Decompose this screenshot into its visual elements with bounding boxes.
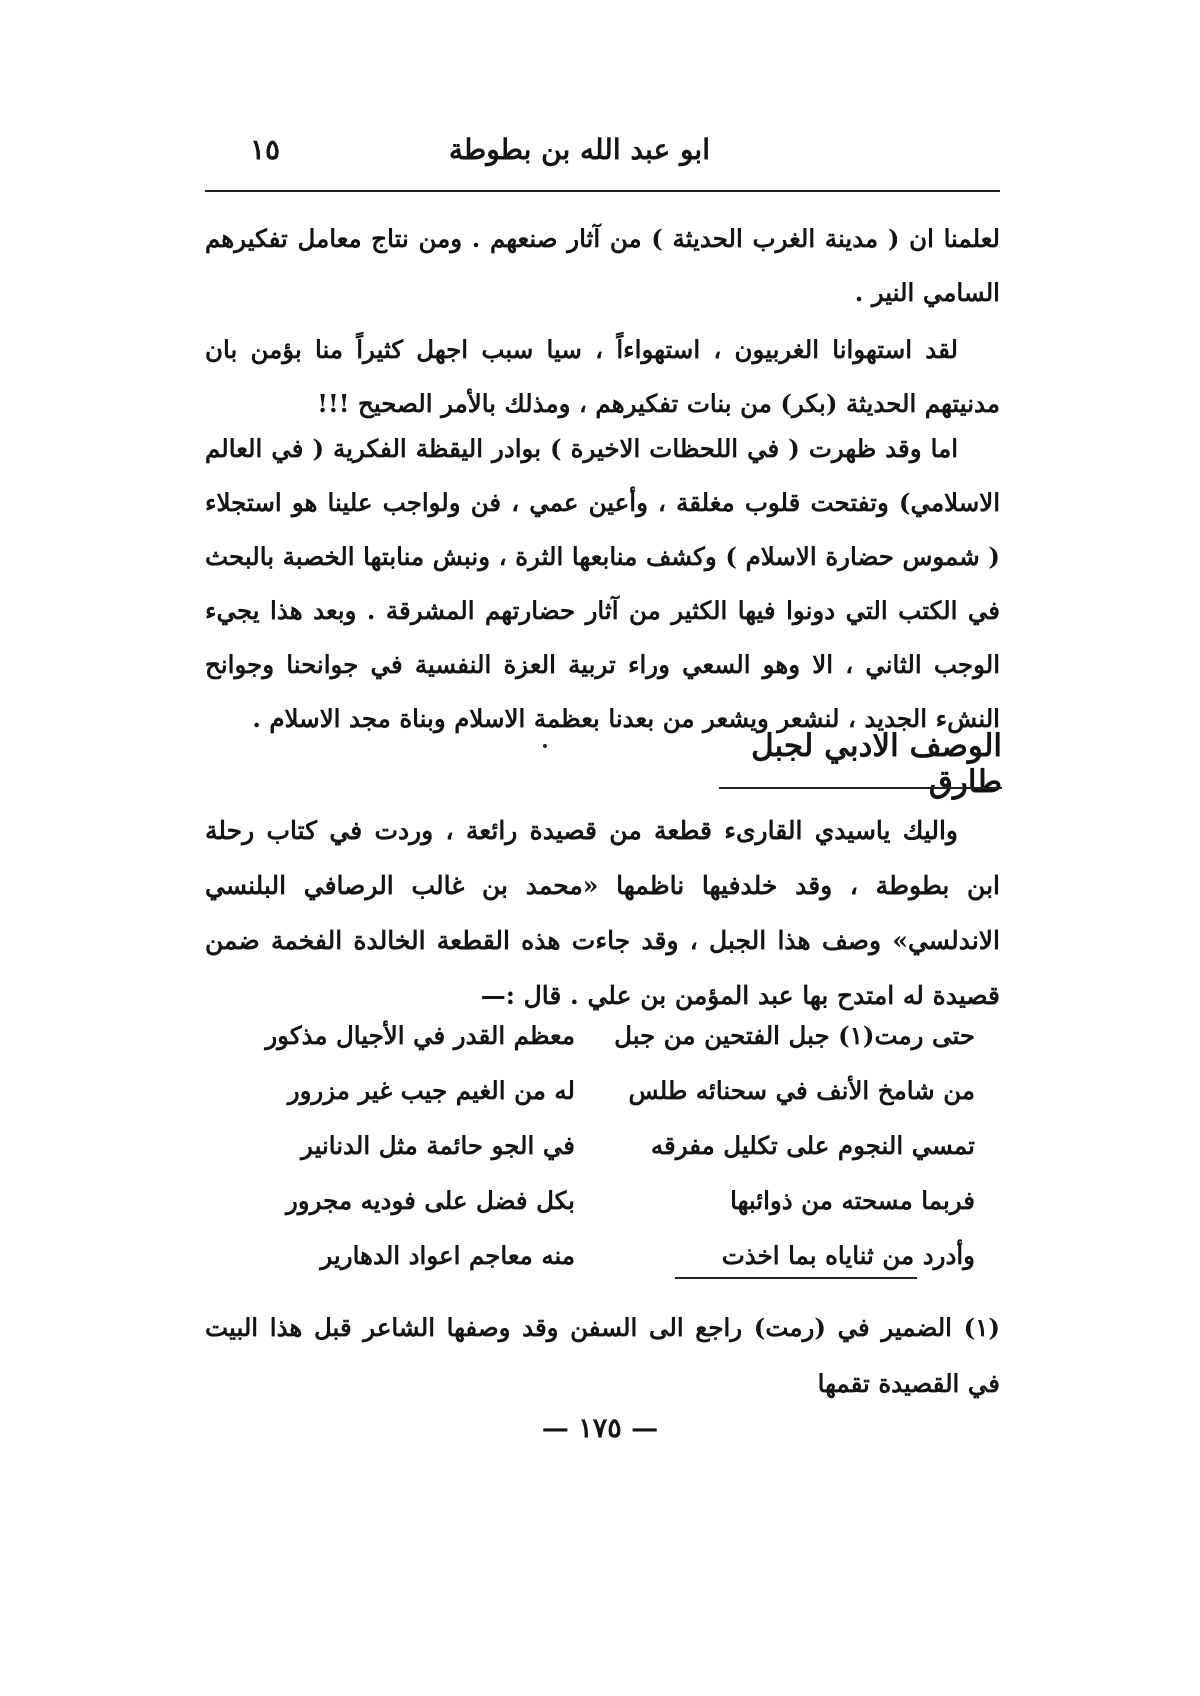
- verse-first-hemistich: حتى رمت(١) جبل الفتحين من جبل: [614, 1021, 975, 1050]
- paragraph-1: [205, 212, 1000, 320]
- poem-verse: [230, 1118, 975, 1173]
- paragraph-2: [205, 323, 1000, 431]
- poem-verse: [230, 1173, 975, 1228]
- verse-second-hemistich: معظم القدر في الأجيال مذكور: [265, 1021, 575, 1050]
- poem-intro: [205, 803, 1000, 1023]
- verse-first-hemistich: تمسي النجوم على تكليل مفرقه: [650, 1131, 975, 1160]
- running-head-title: ابو عبد الله بن بطوطة: [448, 133, 710, 166]
- paragraph-3: [205, 422, 1000, 746]
- poem-verse: [230, 1063, 975, 1118]
- header-rule: [205, 190, 1000, 192]
- verse-first-hemistich: من شامخ الأنف في سحنائه طلس: [628, 1076, 975, 1105]
- footnote-text: (١) الضمير في (رمت) راجع الى السفن وقد وصفها الشاعر قبل هذا البيت في القصيدة تقمها: [205, 1313, 1000, 1398]
- paragraph-1-text: لعلمنا ان ( مدينة الغرب الحديثة ) من آثار صنعهم . ومن نتاج معامل تفكيرهم السامي النير .: [205, 224, 1000, 307]
- section-heading: الوصف الادبي لجبل طارق: [751, 728, 1002, 800]
- running-head: [215, 125, 990, 185]
- verse-first-hemistich: فربما مسحته من ذوائبها: [730, 1186, 975, 1215]
- poem-verse: [230, 1008, 975, 1063]
- paragraph-2-text: لقد استهوانا الغربيون ، استهواءاً ، سيا سبب اجهل كثيراً منا بؤمن بان مدنيتهم الحديثة (بكر) من بنات تفكيرهم ، ومذلك بالأمر الصحيح !!!: [205, 335, 1000, 418]
- footnote: [205, 1300, 1000, 1412]
- paragraph-3-text: اما وقد ظهرت ( في اللحظات الاخيرة ) بوادر اليقظة الفكرية ( في العالم الاسلامي) وتفتحت قلوب مغلقة ، وأعين عمي ، فن ولواجب علينا هو استجلاء ( شموس حضارة الاسلام ) وكشف منابعها الثرة ، ونبش منابتها الخصبة بالبحث في الكتب التي دونوا فيها الكثير من آثار حضارتهم المشرقة . وبعد هذا يجيء الوجب الثاني ، الا وهو السعي وراء تربية العزة النفسية في جوانحنا وجوانح النشء الجديد ، لنشعر ويشعر من بعدنا بعظمة الاسلام وبناة مجد الاسلام .: [205, 434, 1000, 733]
- footnote-rule: [675, 1277, 917, 1279]
- running-head-page-ref: ١٥: [250, 133, 281, 166]
- verse-second-hemistich: بكل فضل على فوديه مجرور: [285, 1186, 575, 1215]
- poem-intro-text: واليك ياسيدي القارىء قطعة من قصيدة رائعة ، وردت في كتاب رحلة ابن بطوطة ، وقد خلدفيها ناظمها «محمد بن غالب الرصافي البلنسي الاندلسي» وصف هذا الجبل ، وقد جاءت هذه القطعة الخالدة الفخمة ضمن قصيدة له امتدح بها عبد المؤمن بن علي . قال :—: [205, 816, 1000, 1010]
- verse-first-hemistich: وأدرد من ثناياه بما اخذت: [721, 1241, 975, 1270]
- verse-second-hemistich: له من الغيم جيب غير مزرور: [287, 1076, 575, 1105]
- verse-second-hemistich: منه معاجم اعواد الدهارير: [320, 1241, 575, 1270]
- ink-speck: [543, 744, 547, 748]
- section-heading-underline: [719, 787, 1002, 789]
- poem: [230, 1008, 975, 1283]
- poem-verse: [230, 1228, 975, 1283]
- verse-second-hemistich: في الجو حائمة مثل الدنانير: [301, 1131, 575, 1160]
- page-number: — ١٧٥ —: [541, 1413, 659, 1444]
